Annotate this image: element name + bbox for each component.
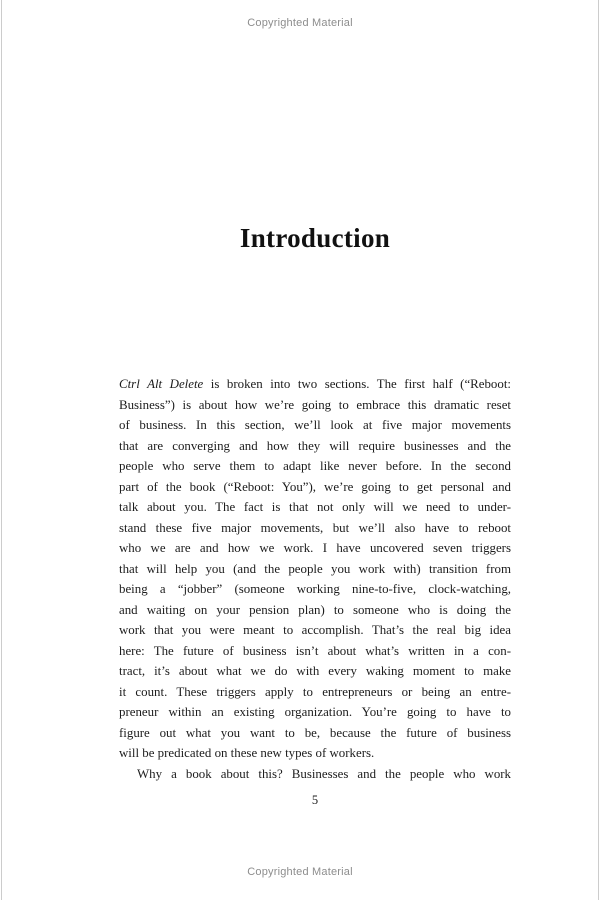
body-line: talk about you. The fact is that not only will we need to under- — [119, 500, 511, 514]
body-line: part of the book (“Reboot: You”), we’re going to get personal and — [119, 479, 511, 494]
body-line: being a “jobber” (someone working nine-to-five, clock-watching, — [119, 582, 511, 596]
copyright-watermark-bottom: Copyrighted Material — [247, 866, 353, 878]
body-line: preneur within an existing organization. You’re going to have to — [119, 705, 511, 719]
body-line: who we are and how we work. I have uncovered seven triggers — [119, 541, 511, 555]
page-edge-right — [598, 0, 599, 900]
body-line: work that you were meant to accomplish. That’s the real big idea — [119, 623, 511, 637]
body-line: it count. These triggers apply to entrepreneurs or being an entre- — [119, 684, 511, 699]
body-line: figure out what you want to be, because the future of business — [119, 725, 511, 740]
body-line-text: is broken into two sections. The first half (“Reboot: — [203, 377, 511, 391]
body-line: people who serve them to adapt like never before. In the second — [119, 459, 511, 473]
body-line: and waiting on your pension plan) to someone who is doing the — [119, 602, 511, 617]
body-line: that will help you (and the people you work with) transition from — [119, 561, 511, 576]
page-number: 5 — [311, 793, 319, 807]
copyright-watermark-top: Copyrighted Material — [247, 17, 353, 29]
body-text — [119, 374, 511, 784]
body-line: that are converging and how they will require businesses and the — [119, 438, 511, 453]
body-line: Business”) is about how we’re going to embrace this dramatic reset — [119, 397, 511, 412]
body-line: here: The future of business isn’t about what’s written in a con- — [119, 643, 511, 658]
body-line — [119, 374, 511, 395]
chapter-title: Introduction — [239, 223, 391, 253]
book-title-italic: Ctrl Alt Delete — [119, 377, 204, 391]
body-line: tract, it’s about what we do with every waking moment to make — [119, 664, 511, 678]
body-line: will be predicated on these new types of workers. — [119, 746, 375, 760]
page-edge-left — [1, 0, 2, 900]
body-line: of business. In this section, we’ll look at five major movements — [119, 418, 511, 432]
body-line: Why a book about this? Businesses and the people who work — [137, 766, 511, 781]
body-line: stand these five major movements, but we’ll also have to reboot — [119, 520, 511, 535]
